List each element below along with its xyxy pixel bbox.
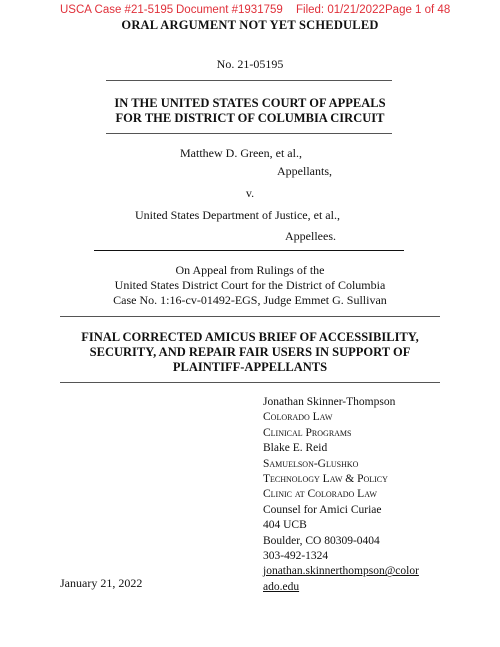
counsel-name: Blake E. Reid (263, 442, 328, 455)
counsel-email-link[interactable]: ado.edu (263, 580, 300, 593)
divider (106, 133, 392, 134)
stamp-case-number: USCA Case #21-5195 (60, 4, 174, 16)
versus: v. (245, 186, 255, 200)
counsel-name: Jonathan Skinner-Thompson (263, 396, 396, 408)
brief-title-line1: FINAL CORRECTED AMICUS BRIEF OF ACCESSIBILITY, (81, 330, 419, 344)
divider (106, 80, 392, 81)
appellants-name: Matthew D. Green, et al., (180, 146, 302, 160)
court-name-line1: IN THE UNITED STATES COURT OF APPEALS (114, 96, 386, 110)
divider (60, 382, 440, 383)
appellants-role: Appellants, (277, 164, 332, 178)
appeal-line1: On Appeal from Rulings of the (175, 263, 325, 277)
appeal-line2: United States District Court for the District of Columbia (114, 278, 386, 292)
counsel-role: Counsel for Amici Curiae (263, 503, 382, 516)
appellees-name: United States Department of Justice, et al., (135, 208, 340, 222)
counsel-organization: Samuelson-Glushko (263, 457, 359, 470)
argument-status: ORAL ARGUMENT NOT YET SCHEDULED (121, 18, 379, 32)
filing-date: January 21, 2022 (60, 576, 143, 590)
divider (94, 250, 404, 251)
ecf-header-stamp (0, 4, 500, 18)
counsel-block (263, 395, 499, 595)
brief-title-line3: PLAINTIFF-APPELLANTS (172, 360, 328, 374)
counsel-phone: 303-492-1324 (263, 550, 329, 563)
case-number: No. 21-05195 (216, 57, 284, 71)
counsel-address: 404 UCB (263, 519, 307, 532)
stamp-page-count: Page 1 of 48 (385, 4, 451, 16)
counsel-organization: Clinical Programs (263, 426, 352, 439)
stamp-document-number: Document #1931759 (176, 4, 283, 16)
counsel-email-link[interactable]: jonathan.skinnerthompson@color (263, 565, 419, 578)
appeal-line3: Case No. 1:16-cv-01492-EGS, Judge Emmet G. Sullivan (113, 293, 387, 307)
stamp-filed-date: Filed: 01/21/2022 (296, 4, 385, 16)
counsel-organization: Colorado Law (263, 411, 333, 424)
brief-title-line2: SECURITY, AND REPAIR FAIR USERS IN SUPPORT OF (89, 345, 411, 359)
court-name-line2: FOR THE DISTRICT OF COLUMBIA CIRCUIT (115, 111, 385, 125)
counsel-organization: Clinic at Colorado Law (263, 488, 377, 501)
counsel-address: Boulder, CO 80309-0404 (263, 534, 380, 547)
counsel-organization: Technology Law & Policy (263, 473, 388, 486)
appellees-role: Appellees. (285, 229, 336, 243)
divider (60, 316, 440, 317)
